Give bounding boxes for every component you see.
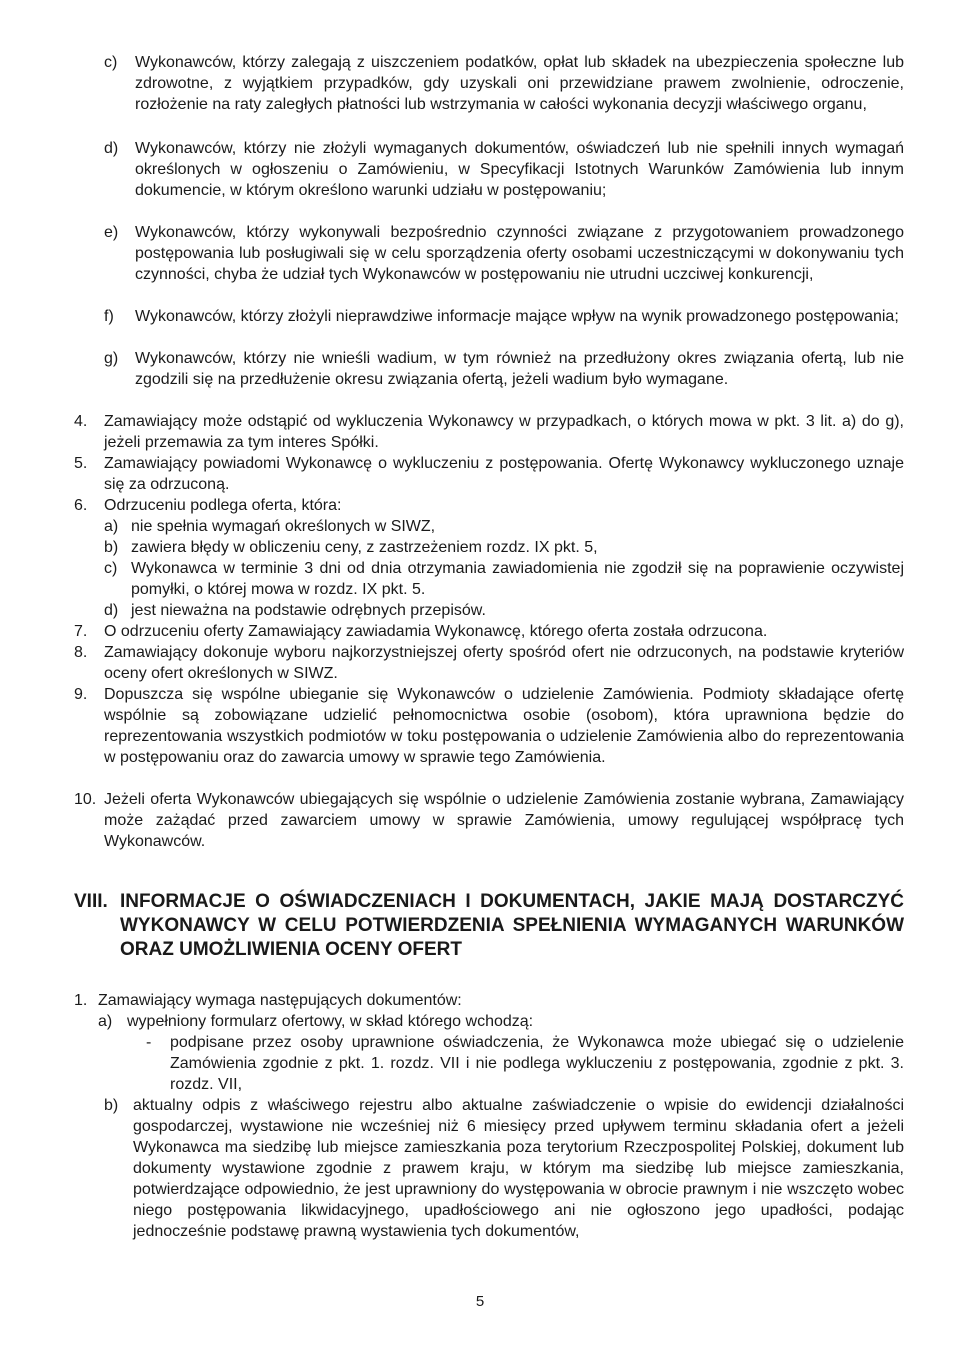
list-item-text: jest nieważna na podstawie odrębnych przepisów. [131, 602, 486, 619]
section-title: INFORMACJE O OŚWIADCZENIACH I DOKUMENTACH, JAKIE MAJĄ DOSTARCZYĆ WYKONAWCY W CELU POTWIERDZENIA SPEŁNIENIA WYMAGANYCH WARUNKÓW ORAZ UMOŻLIWIENIA OCENY OFERT [120, 891, 904, 960]
list-item [146, 1032, 904, 1095]
list-marker: b) [104, 1097, 119, 1114]
list-item-text: aktualny odpis z właściwego rejestru albo aktualne zaświadczenie o wpisie do ewidencji działalności gospodarczej, wystawione nie wcześniej niż 6 miesięcy przed upływem terminu składania ofert a jeżeli Wykonawca ma siedzibę lub miejsce zamieszkania poza terytorium Rzeczpospolitej Polskiej, dokument lub dokumenty wystawione zgodnie z prawem kraju, w którym ma siedzibę lub miejsce zamieszkania, potwierdzające odpowiednio, że jest uprawniony do występowania w obrocie prawnym i nie wszczęto wobec niego postępowania likwidacyjnego, upadłościowego ani nie ogłoszono jego upadłości, podając jednocześnie podstawę prawną wystawienia tych dokumentów, [133, 1097, 904, 1240]
numbered-item-4 [74, 411, 904, 453]
list-item-text: Zamawiający dokonuje wyboru najkorzystniejszej oferty spośród ofert nie odrzuconych, na podstawie kryteriów oceny ofert określonych w SIWZ. [104, 644, 904, 682]
list-item [104, 1095, 904, 1242]
list-marker: f) [104, 308, 114, 325]
list-marker: d) [104, 602, 119, 619]
list-item-text: Wykonawców, którzy złożyli nieprawdziwe informacje mające wpływ na wynik prowadzonego postępowania; [135, 308, 899, 325]
list-marker: 8. [74, 644, 88, 661]
list-item-text: Zamawiający może odstąpić od wykluczenia Wykonawcy w przypadkach, o których mowa w pkt. 3 lit. a) do g), jeżeli przemawia za tym interes Spółki. [104, 413, 904, 451]
list-item-text: Dopuszcza się wspólne ubieganie się Wykonawców o udzielenie Zamówienia. Podmioty składające ofertę wspólnie są zobowiązane udzielić pełnomocnictwa osobie (osobom), która uprawniona będzie do reprezentowania wszystkich podmiotów w toku postępowania o udzielenie Zamówienia albo do reprezentowania w postępowaniu oraz do zawarcia umowy w sprawie tego Zamówienia. [104, 686, 904, 766]
list-item-text: Wykonawców, którzy nie wnieśli wadium, w tym również na przedłużony okres związania ofertą, lub nie zgodzili się na przedłużenie okresu związania ofertą, jeżeli wadium było wymagane. [135, 350, 904, 388]
list-item [104, 348, 904, 390]
list-item-text: podpisane przez osoby uprawnione oświadczenia, że Wykonawca może ubiegać się o udzielenie Zamówienia zgodnie z pkt. 1. rozdz. VII i nie podlega wykluczeniu z postępowania, zgodnie z pkt. 3. rozdz. VII, [170, 1034, 904, 1093]
list-marker: c) [104, 54, 118, 71]
list-marker: 6. [74, 497, 88, 514]
list-marker: 9. [74, 686, 88, 703]
list-marker: a) [104, 518, 119, 535]
list-item [104, 537, 904, 558]
list-item-text: Zamawiający wymaga następujących dokumentów: [98, 992, 462, 1009]
list-item-text: wypełniony formularz ofertowy, w skład którego wchodzą: [127, 1013, 534, 1030]
list-item-text: Zamawiający powiadomi Wykonawcę o wykluczeniu z postępowania. Ofertę Wykonawcy wykluczonego uznaje się za odrzuconą. [104, 455, 904, 493]
list-item-text: Odrzuceniu podlega oferta, która: [104, 497, 342, 514]
list-item [104, 222, 904, 285]
list-item [104, 138, 904, 201]
page-number: 5 [475, 1293, 485, 1310]
list-item [104, 52, 904, 115]
list-item-text: Wykonawców, którzy wykonywali bezpośrednio czynności związane z przygotowaniem prowadzonego postępowania lub posługiwali się w celu sporządzenia oferty osobami uczestniczącymi w dokonywaniu tych czynności, chyba że udział tych Wykonawców w postępowaniu nie utrudni uczciwej konkurencji, [135, 224, 904, 283]
list-item-text: nie spełnia wymagań określonych w SIWZ, [131, 518, 436, 535]
list-marker: a) [98, 1013, 113, 1030]
numbered-item-6 [74, 495, 904, 516]
list-marker: g) [104, 350, 119, 367]
numbered-item-5 [74, 453, 904, 495]
list-item-text: Jeżeli oferta Wykonawców ubiegających się wspólnie o udzielenie Zamówienia zostanie wybrana, Zamawiający może zażądać przed zawarciem umowy w sprawie Zamówienia, umowy regulującej współpracę tych Wykonawców. [104, 791, 904, 850]
numbered-item-10 [74, 789, 904, 852]
list-item-text: zawiera błędy w obliczeniu ceny, z zastrzeżeniem rozdz. IX pkt. 5, [131, 539, 598, 556]
list-item [104, 516, 904, 537]
list-item-text: Wykonawców, którzy nie złożyli wymaganych dokumentów, oświadczeń lub nie spełnili innych wymagań określonych w ogłoszeniu o Zamówieniu, w Specyfikacji Istotnych Warunków Zamówienia lub innym dokumencie, w którym określono warunki udziału w postępowaniu; [135, 140, 904, 199]
list-marker: - [146, 1034, 152, 1051]
list-item [98, 1011, 904, 1032]
list-item-text: O odrzuceniu oferty Zamawiający zawiadamia Wykonawcę, którego oferta została odrzucona. [104, 623, 768, 640]
list-marker: 1. [74, 992, 88, 1009]
numbered-item-1 [74, 990, 904, 1011]
list-item-text: Wykonawców, którzy zalegają z uiszczeniem podatków, opłat lub składek na ubezpieczenia społeczne lub zdrowotne, z wyjątkiem przypadków, gdy uzyskali oni przewidziane prawem zwolnienie, odroczenie, rozłożenie na raty zaległych płatności lub wstrzymania w całości wykonania decyzji właściwego organu, [135, 54, 904, 113]
list-marker: 5. [74, 455, 88, 472]
section-heading [74, 890, 904, 962]
list-marker: e) [104, 224, 119, 241]
list-marker: c) [104, 560, 118, 577]
list-item [104, 558, 904, 600]
section-number: VIII. [74, 891, 108, 912]
list-marker: 10. [74, 791, 97, 808]
numbered-item-7 [74, 621, 904, 642]
list-item [104, 306, 904, 327]
list-marker: d) [104, 140, 119, 157]
list-marker: 7. [74, 623, 88, 640]
numbered-item-8 [74, 642, 904, 684]
list-marker: b) [104, 539, 119, 556]
numbered-item-9 [74, 684, 904, 768]
list-marker: 4. [74, 413, 88, 430]
list-item [104, 600, 904, 621]
list-item-text: Wykonawca w terminie 3 dni od dnia otrzymania zawiadomienia nie zgodził się na poprawienie oczywistej pomyłki, o której mowa w rozdz. IX pkt. 5. [131, 560, 904, 598]
